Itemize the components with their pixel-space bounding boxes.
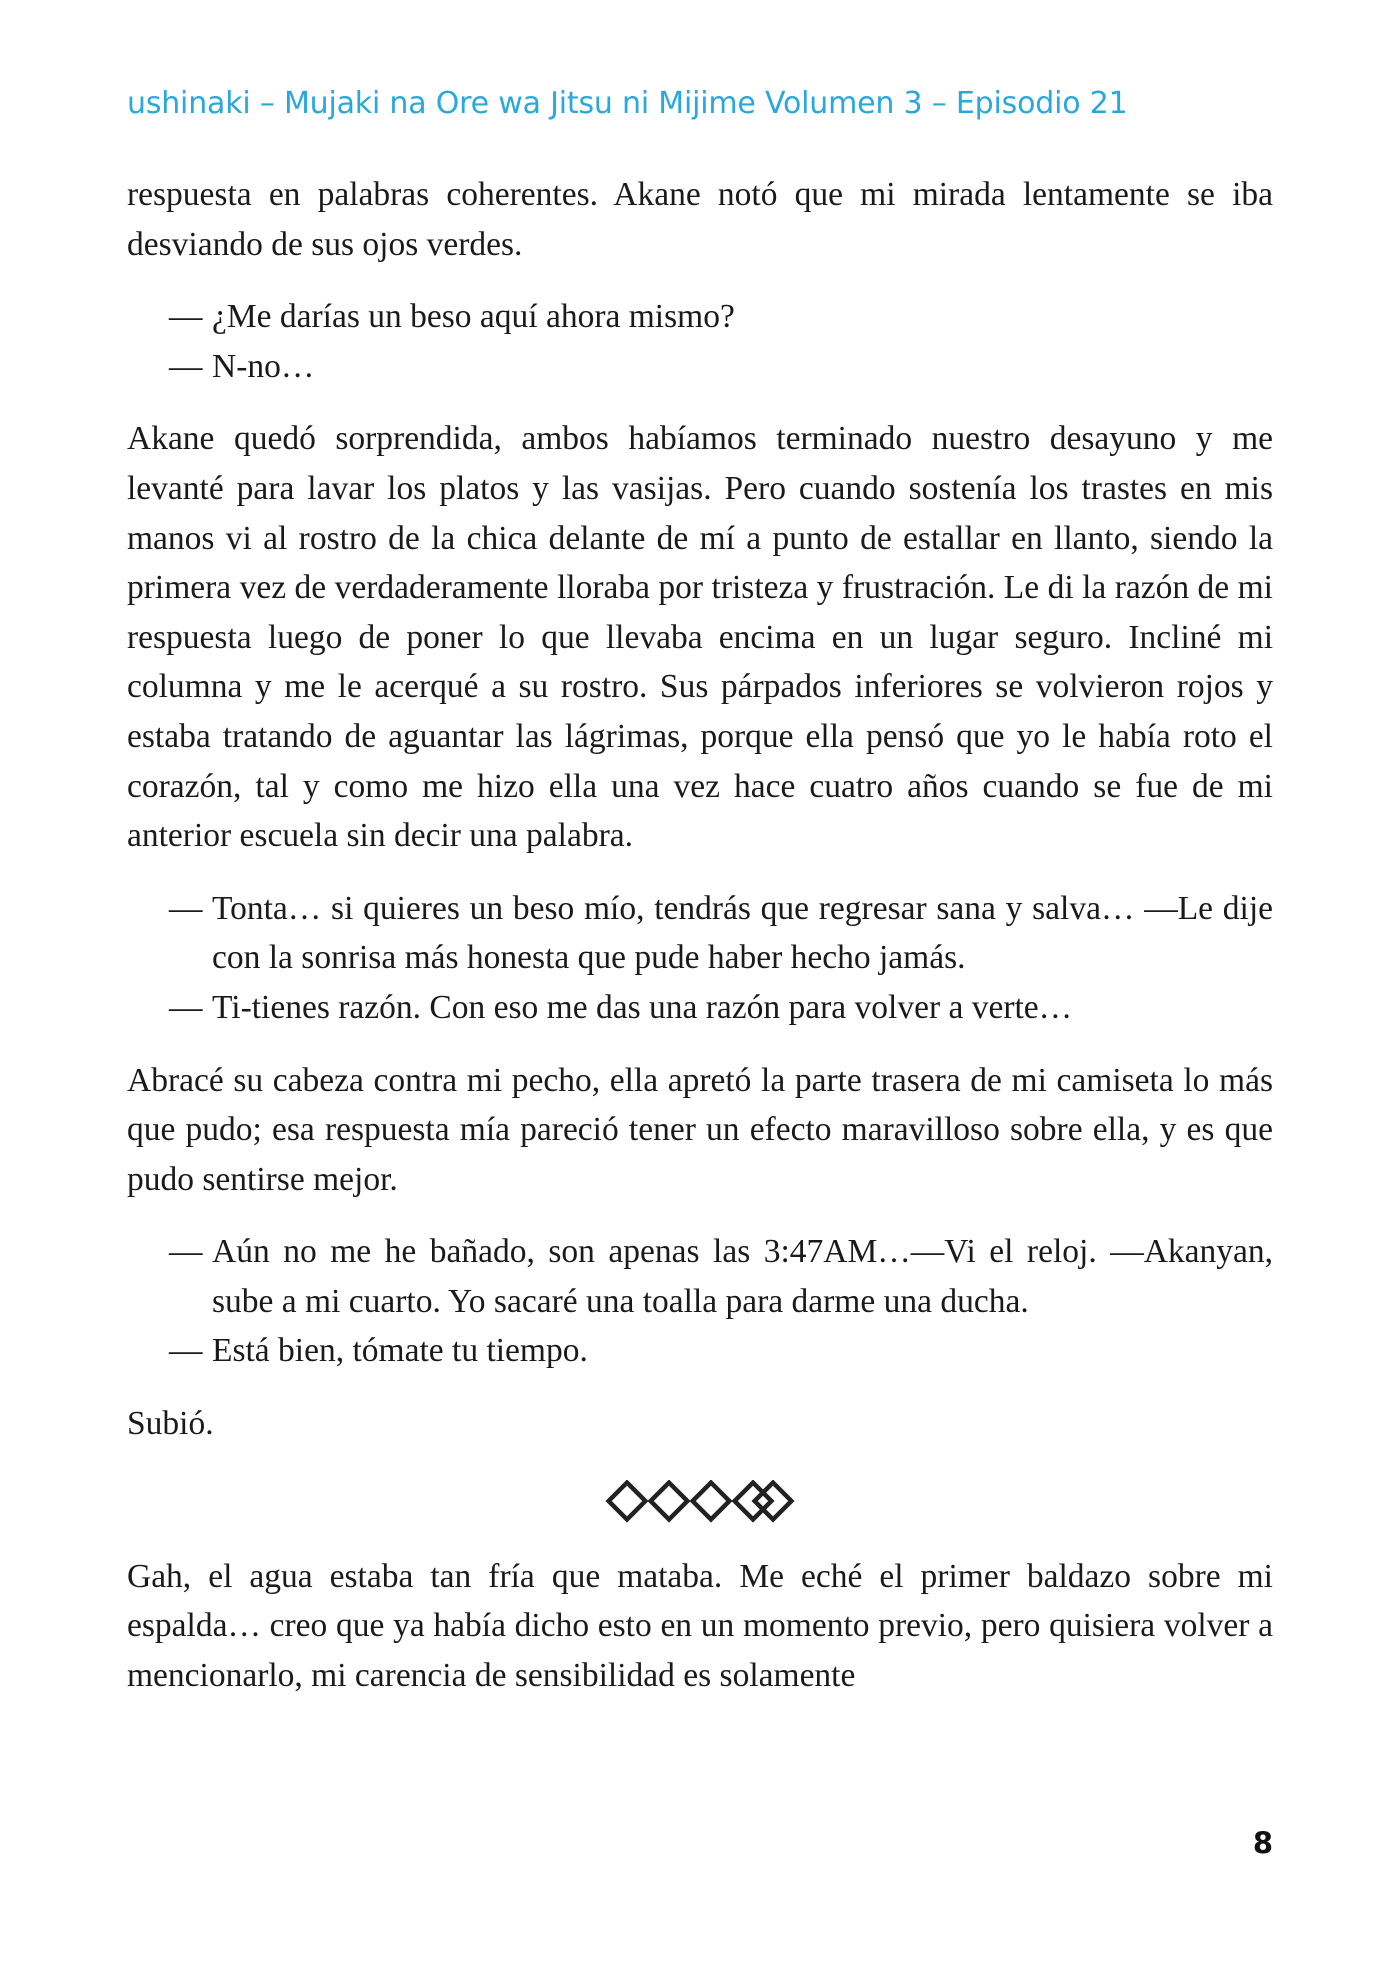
dialogue-line — [169, 342, 1273, 392]
dialogue-text: ¿Me darías un beso aquí ahora mismo? — [212, 298, 735, 336]
dialogue-dash: — — [169, 889, 203, 927]
dialogue-dash: — — [169, 298, 203, 336]
dialogue-line — [169, 1326, 1273, 1376]
dialogue-text: N-no… — [212, 347, 315, 385]
paragraph-3: Abracé su cabeza contra mi pecho, ella apretó la parte trasera de mi camiseta lo más que pudo; esa respuesta mía pareció tener un efecto maravilloso sobre ella, y es que pudo sentirse mejor. — [127, 1061, 1273, 1198]
running-header: ushinaki – Mujaki na Ore wa Jitsu ni Mijime Volumen 3 – Episodio 21 — [127, 86, 1128, 121]
paragraph-2: Akane quedó sorprendida, ambos habíamos terminado nuestro desayuno y me levanté para lavar los platos y las vasijas. Pero cuando sostenía los trastes en mis manos vi al rostro de la chica delante de mí a punto de estallar en llanto, siendo la primera vez de verdaderamente lloraba por tristeza y frustración. Le di la razón de mi respuesta luego de poner lo que llevaba encima en un lugar seguro. Incliné mi columna y me le acerqué a su rostro. Sus párpados inferiores se volvieron rojos y estaba tratando de aguantar las lágrimas, porque ella pensó que yo le había roto el corazón, tal y como me hizo ella una vez hace cuatro años cuando se fue de mi anterior escuela sin decir una palabra. — [127, 420, 1273, 855]
page-number: 8 — [1252, 1826, 1273, 1860]
dialogue-text: Tonta… si quieres un beso mío, tendrás que regresar sana y salva… —Le dije con la sonrisa más honesta que pude haber hecho jamás. — [212, 889, 1273, 977]
dialogue-text: Ti-tienes razón. Con eso me das una razón para volver a verte… — [212, 988, 1073, 1026]
dialogue-line — [169, 1227, 1273, 1326]
dialogue-line — [169, 884, 1273, 983]
paragraph-5: Gah, el agua estaba tan fría que mataba. Me eché el primer baldazo sobre mi espalda… creo que ya había dicho esto en un momento previo, pero quisiera volver a mencionarlo, mi carencia de sensibilidad es solamente — [127, 1557, 1273, 1694]
body-text — [127, 170, 1273, 1723]
scene-separator — [127, 1472, 1273, 1532]
dialogue-text: Está bien, tómate tu tiempo. — [212, 1332, 588, 1370]
dialogue-dash: — — [169, 1332, 203, 1370]
dialogue-text: Aún no me he bañado, son apenas las 3:47AM…—Vi el reloj. —Akanyan, sube a mi cuarto. Yo sacaré una toalla para darme una ducha. — [212, 1233, 1273, 1320]
dialogue-block-2 — [127, 884, 1273, 1033]
dialogue-dash: — — [169, 988, 203, 1026]
dialogue-line — [169, 983, 1273, 1033]
five-diamonds-icon — [605, 1480, 795, 1524]
dialogue-block-1 — [127, 292, 1273, 391]
dialogue-block-3 — [127, 1227, 1273, 1376]
dialogue-dash: — — [169, 347, 203, 385]
dialogue-dash: — — [169, 1233, 203, 1271]
dialogue-line — [169, 292, 1273, 342]
paragraph-1: respuesta en palabras coherentes. Akane notó que mi mirada lentamente se iba desviando de sus ojos verdes. — [127, 176, 1273, 263]
paragraph-4: Subió. — [127, 1405, 214, 1443]
